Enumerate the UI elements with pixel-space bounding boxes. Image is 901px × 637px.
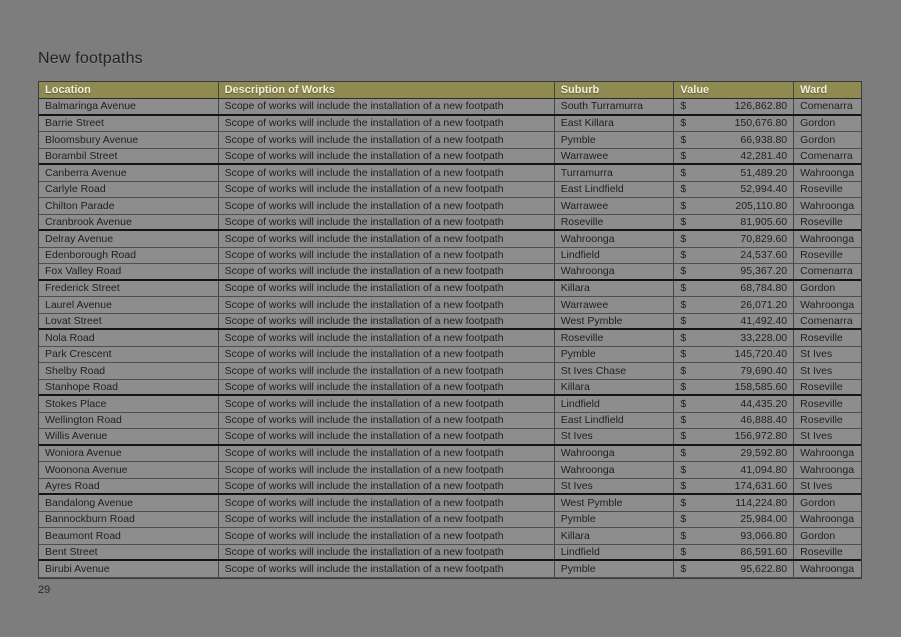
currency-symbol: $	[680, 545, 687, 558]
cell-ward: Wahroonga	[800, 298, 855, 311]
value-amount: 156,972.80	[734, 430, 788, 443]
value-amount: 29,592.80	[740, 447, 788, 460]
cell-suburb: Pymble	[555, 347, 675, 363]
cell-value	[674, 281, 794, 297]
cell-value	[674, 528, 794, 544]
table-row	[39, 314, 861, 331]
cell-location: Ayres Road	[39, 479, 219, 494]
footpaths-table	[38, 81, 862, 579]
cell-value	[674, 446, 794, 462]
cell-suburb: East Killara	[555, 116, 675, 132]
cell-description: Scope of works will include the installation of a new footpath	[219, 479, 555, 494]
cell-value	[674, 429, 794, 444]
cell-description: Scope of works will include the installation of a new footpath	[219, 182, 555, 198]
table-row	[39, 479, 861, 496]
cell-description: Scope of works will include the installation of a new footpath	[219, 149, 555, 164]
cell-description: Scope of works will include the installation of a new footpath	[219, 248, 555, 264]
cell-value	[674, 545, 794, 560]
cell-suburb: St Ives	[555, 429, 675, 444]
table-row	[39, 429, 861, 446]
currency-symbol: $	[680, 199, 687, 212]
cell-value	[674, 347, 794, 363]
cell-suburb: St Ives	[555, 479, 675, 494]
currency-symbol: $	[680, 314, 687, 327]
table-row	[39, 198, 861, 215]
cell-ward: Wahroonga	[800, 463, 855, 476]
cell-suburb: West Pymble	[555, 495, 675, 511]
cell-description: Scope of works will include the installation of a new footpath	[219, 116, 555, 132]
cell-location: Woonona Avenue	[39, 462, 219, 478]
cell-value	[674, 149, 794, 164]
cell-description: Scope of works will include the installation of a new footpath	[219, 413, 555, 429]
cell-location: Shelby Road	[39, 363, 219, 379]
cell-description: Scope of works will include the installation of a new footpath	[219, 198, 555, 214]
cell-value	[674, 182, 794, 198]
table-row	[39, 165, 861, 182]
column-header-location: Location	[39, 82, 219, 98]
column-header-description: Description of Works	[219, 82, 555, 98]
cell-suburb: Pymble	[555, 132, 675, 148]
cell-description: Scope of works will include the installation of a new footpath	[219, 281, 555, 297]
cell-suburb: Lindfield	[555, 396, 675, 412]
cell-suburb: St Ives Chase	[555, 363, 675, 379]
cell-ward: Gordon	[800, 496, 836, 509]
table-row	[39, 528, 861, 545]
currency-symbol: $	[680, 183, 687, 196]
cell-location: Delray Avenue	[39, 231, 219, 247]
currency-symbol: $	[680, 513, 687, 526]
cell-location: Carlyle Road	[39, 182, 219, 198]
cell-location: Laurel Avenue	[39, 297, 219, 313]
cell-description: Scope of works will include the installation of a new footpath	[219, 231, 555, 247]
cell-value	[674, 314, 794, 329]
value-amount: 205,110.80	[735, 199, 788, 212]
cell-description: Scope of works will include the installation of a new footpath	[219, 396, 555, 412]
table-row	[39, 561, 861, 578]
value-amount: 81,905.60	[740, 215, 788, 228]
currency-symbol: $	[680, 100, 687, 113]
table-body	[39, 99, 861, 578]
cell-suburb: Lindfield	[555, 545, 675, 560]
cell-description: Scope of works will include the installation of a new footpath	[219, 99, 555, 114]
value-amount: 79,690.40	[740, 364, 788, 377]
column-header-value: Value	[674, 82, 794, 98]
cell-description: Scope of works will include the installation of a new footpath	[219, 380, 555, 395]
cell-description: Scope of works will include the installation of a new footpath	[219, 132, 555, 148]
cell-ward: Roseville	[800, 331, 843, 344]
cell-suburb: East Lindfield	[555, 413, 675, 429]
cell-value	[674, 99, 794, 114]
cell-location: Bannockburn Road	[39, 512, 219, 528]
cell-suburb: West Pymble	[555, 314, 675, 329]
currency-symbol: $	[680, 149, 687, 162]
cell-ward: Roseville	[800, 380, 843, 393]
cell-ward: Wahroonga	[800, 232, 855, 245]
cell-suburb: Killara	[555, 380, 675, 395]
currency-symbol: $	[680, 414, 687, 427]
cell-value	[674, 380, 794, 395]
value-amount: 52,994.40	[740, 183, 788, 196]
table-header-row	[39, 81, 861, 99]
cell-description: Scope of works will include the installation of a new footpath	[219, 363, 555, 379]
cell-location: Willis Avenue	[39, 429, 219, 444]
cell-value	[674, 215, 794, 230]
cell-suburb: Pymble	[555, 561, 675, 577]
cell-location: Woniora Avenue	[39, 446, 219, 462]
cell-ward: Gordon	[800, 133, 836, 146]
cell-value	[674, 462, 794, 478]
value-amount: 145,720.40	[734, 348, 788, 361]
cell-suburb: Killara	[555, 528, 675, 544]
cell-description: Scope of works will include the installation of a new footpath	[219, 347, 555, 363]
table-row	[39, 132, 861, 149]
value-amount: 46,888.40	[740, 414, 788, 427]
cell-description: Scope of works will include the installation of a new footpath	[219, 462, 555, 478]
currency-symbol: $	[680, 397, 687, 410]
cell-location: Bent Street	[39, 545, 219, 560]
cell-ward: Roseville	[800, 249, 843, 262]
value-amount: 68,784.80	[740, 282, 788, 295]
cell-description: Scope of works will include the installation of a new footpath	[219, 545, 555, 560]
currency-symbol: $	[680, 348, 687, 361]
cell-suburb: Lindfield	[555, 248, 675, 264]
cell-location: Stokes Place	[39, 396, 219, 412]
cell-value	[674, 396, 794, 412]
currency-symbol: $	[680, 282, 687, 295]
cell-suburb: Warrawee	[555, 198, 675, 214]
cell-ward: Wahroonga	[800, 447, 855, 460]
cell-suburb: Warrawee	[555, 297, 675, 313]
cell-description: Scope of works will include the installation of a new footpath	[219, 215, 555, 230]
cell-location: Nola Road	[39, 330, 219, 346]
cell-value	[674, 495, 794, 511]
cell-ward: Roseville	[800, 183, 843, 196]
currency-symbol: $	[680, 463, 687, 476]
value-amount: 25,984.00	[740, 513, 788, 526]
table-row	[39, 231, 861, 248]
cell-location: Beaumont Road	[39, 528, 219, 544]
table-row	[39, 116, 861, 133]
cell-description: Scope of works will include the installation of a new footpath	[219, 429, 555, 444]
value-amount: 93,066.80	[740, 529, 788, 542]
cell-suburb: South Turramurra	[555, 99, 675, 114]
cell-location: Canberra Avenue	[39, 165, 219, 181]
value-amount: 24,537.60	[740, 249, 788, 262]
cell-description: Scope of works will include the installation of a new footpath	[219, 330, 555, 346]
value-amount: 41,094.80	[740, 463, 788, 476]
page-title: New footpaths	[38, 50, 143, 67]
cell-ward: Gordon	[800, 529, 836, 542]
value-amount: 42,281.40	[740, 149, 788, 162]
cell-description: Scope of works will include the installation of a new footpath	[219, 495, 555, 511]
cell-description: Scope of works will include the installation of a new footpath	[219, 264, 555, 279]
cell-description: Scope of works will include the installation of a new footpath	[219, 165, 555, 181]
cell-value	[674, 231, 794, 247]
table-row	[39, 149, 861, 166]
cell-ward: St Ives	[800, 479, 833, 492]
cell-ward: Roseville	[800, 545, 843, 558]
cell-location: Stanhope Road	[39, 380, 219, 395]
currency-symbol: $	[680, 232, 687, 245]
cell-suburb: Wahroonga	[555, 446, 675, 462]
cell-ward: Roseville	[800, 215, 843, 228]
cell-suburb: Wahroonga	[555, 264, 675, 279]
cell-location: Bloomsbury Avenue	[39, 132, 219, 148]
currency-symbol: $	[680, 447, 687, 460]
column-header-ward: Ward	[800, 84, 828, 96]
cell-suburb: Roseville	[555, 330, 675, 346]
value-amount: 51,489.20	[740, 166, 788, 179]
cell-location: Borambil Street	[39, 149, 219, 164]
cell-value	[674, 330, 794, 346]
table-row	[39, 215, 861, 232]
currency-symbol: $	[680, 496, 687, 509]
currency-symbol: $	[680, 430, 687, 443]
cell-value	[674, 264, 794, 279]
cell-description: Scope of works will include the installation of a new footpath	[219, 561, 555, 577]
cell-value	[674, 165, 794, 181]
cell-description: Scope of works will include the installation of a new footpath	[219, 528, 555, 544]
cell-ward: Comenarra	[800, 265, 853, 278]
currency-symbol: $	[680, 249, 687, 262]
cell-ward: Gordon	[800, 282, 836, 295]
cell-suburb: Killara	[555, 281, 675, 297]
currency-symbol: $	[680, 215, 687, 228]
cell-location: Barrie Street	[39, 116, 219, 132]
cell-description: Scope of works will include the installation of a new footpath	[219, 297, 555, 313]
cell-location: Frederick Street	[39, 281, 219, 297]
cell-description: Scope of works will include the installation of a new footpath	[219, 314, 555, 329]
cell-location: Balmaringa Avenue	[39, 99, 219, 114]
cell-ward: Roseville	[800, 397, 843, 410]
currency-symbol: $	[680, 298, 687, 311]
table-row	[39, 248, 861, 265]
currency-symbol: $	[680, 166, 687, 179]
cell-value	[674, 132, 794, 148]
cell-location: Birubi Avenue	[39, 561, 219, 577]
cell-value	[674, 561, 794, 577]
value-amount: 174,631.60	[734, 479, 788, 492]
cell-ward: Comenarra	[800, 100, 853, 113]
cell-suburb: Turramurra	[555, 165, 675, 181]
value-amount: 95,622.80	[740, 562, 788, 575]
value-amount: 26,071.20	[740, 298, 788, 311]
table-row	[39, 396, 861, 413]
table-row	[39, 347, 861, 364]
table-row	[39, 182, 861, 199]
cell-value	[674, 413, 794, 429]
value-amount: 86,591.60	[740, 545, 788, 558]
cell-value	[674, 198, 794, 214]
cell-ward: Wahroonga	[800, 513, 855, 526]
value-amount: 114,224.80	[735, 496, 788, 509]
page-number: 29	[38, 584, 51, 596]
value-amount: 44,435.20	[740, 397, 788, 410]
table-row	[39, 99, 861, 116]
table-row	[39, 446, 861, 463]
cell-location: Fox Valley Road	[39, 264, 219, 279]
table-row	[39, 363, 861, 380]
cell-ward: Comenarra	[800, 149, 853, 162]
cell-ward: St Ives	[800, 348, 833, 361]
cell-suburb: Wahroonga	[555, 462, 675, 478]
table-row	[39, 462, 861, 479]
cell-value	[674, 297, 794, 313]
cell-value	[674, 512, 794, 528]
value-amount: 33,228.00	[740, 331, 788, 344]
cell-location: Bandalong Avenue	[39, 495, 219, 511]
table-row	[39, 330, 861, 347]
table-row	[39, 495, 861, 512]
cell-ward: Roseville	[800, 414, 843, 427]
cell-description: Scope of works will include the installation of a new footpath	[219, 512, 555, 528]
currency-symbol: $	[680, 529, 687, 542]
table-row	[39, 380, 861, 397]
cell-suburb: East Lindfield	[555, 182, 675, 198]
cell-suburb: Pymble	[555, 512, 675, 528]
value-amount: 150,676.80	[734, 117, 788, 130]
cell-ward: St Ives	[800, 364, 833, 377]
cell-location: Park Crescent	[39, 347, 219, 363]
table-row	[39, 297, 861, 314]
currency-symbol: $	[680, 479, 687, 492]
currency-symbol: $	[680, 380, 687, 393]
cell-ward: Wahroonga	[800, 562, 855, 575]
cell-suburb: Wahroonga	[555, 231, 675, 247]
cell-value	[674, 248, 794, 264]
cell-location: Wellington Road	[39, 413, 219, 429]
cell-ward: Wahroonga	[800, 199, 855, 212]
table-row	[39, 512, 861, 529]
cell-location: Cranbrook Avenue	[39, 215, 219, 230]
currency-symbol: $	[680, 133, 687, 146]
cell-location: Lovat Street	[39, 314, 219, 329]
currency-symbol: $	[680, 117, 687, 130]
cell-suburb: Warrawee	[555, 149, 675, 164]
currency-symbol: $	[680, 265, 687, 278]
cell-description: Scope of works will include the installation of a new footpath	[219, 446, 555, 462]
column-header-suburb: Suburb	[555, 82, 675, 98]
value-amount: 126,862.80	[734, 100, 788, 113]
cell-value	[674, 363, 794, 379]
currency-symbol: $	[680, 331, 687, 344]
cell-suburb: Roseville	[555, 215, 675, 230]
cell-ward: Wahroonga	[800, 166, 855, 179]
value-amount: 41,492.40	[740, 314, 788, 327]
table-row	[39, 264, 861, 281]
currency-symbol: $	[680, 562, 687, 575]
cell-location: Edenborough Road	[39, 248, 219, 264]
value-amount: 158,585.60	[734, 380, 788, 393]
cell-value	[674, 479, 794, 494]
cell-value	[674, 116, 794, 132]
value-amount: 66,938.80	[740, 133, 788, 146]
cell-ward: St Ives	[800, 430, 833, 443]
value-amount: 70,829.60	[740, 232, 788, 245]
table-row	[39, 545, 861, 562]
cell-ward: Comenarra	[800, 314, 853, 327]
table-row	[39, 281, 861, 298]
value-amount: 95,367.20	[740, 265, 788, 278]
currency-symbol: $	[680, 364, 687, 377]
table-row	[39, 413, 861, 430]
cell-ward: Gordon	[800, 117, 836, 130]
cell-location: Chilton Parade	[39, 198, 219, 214]
